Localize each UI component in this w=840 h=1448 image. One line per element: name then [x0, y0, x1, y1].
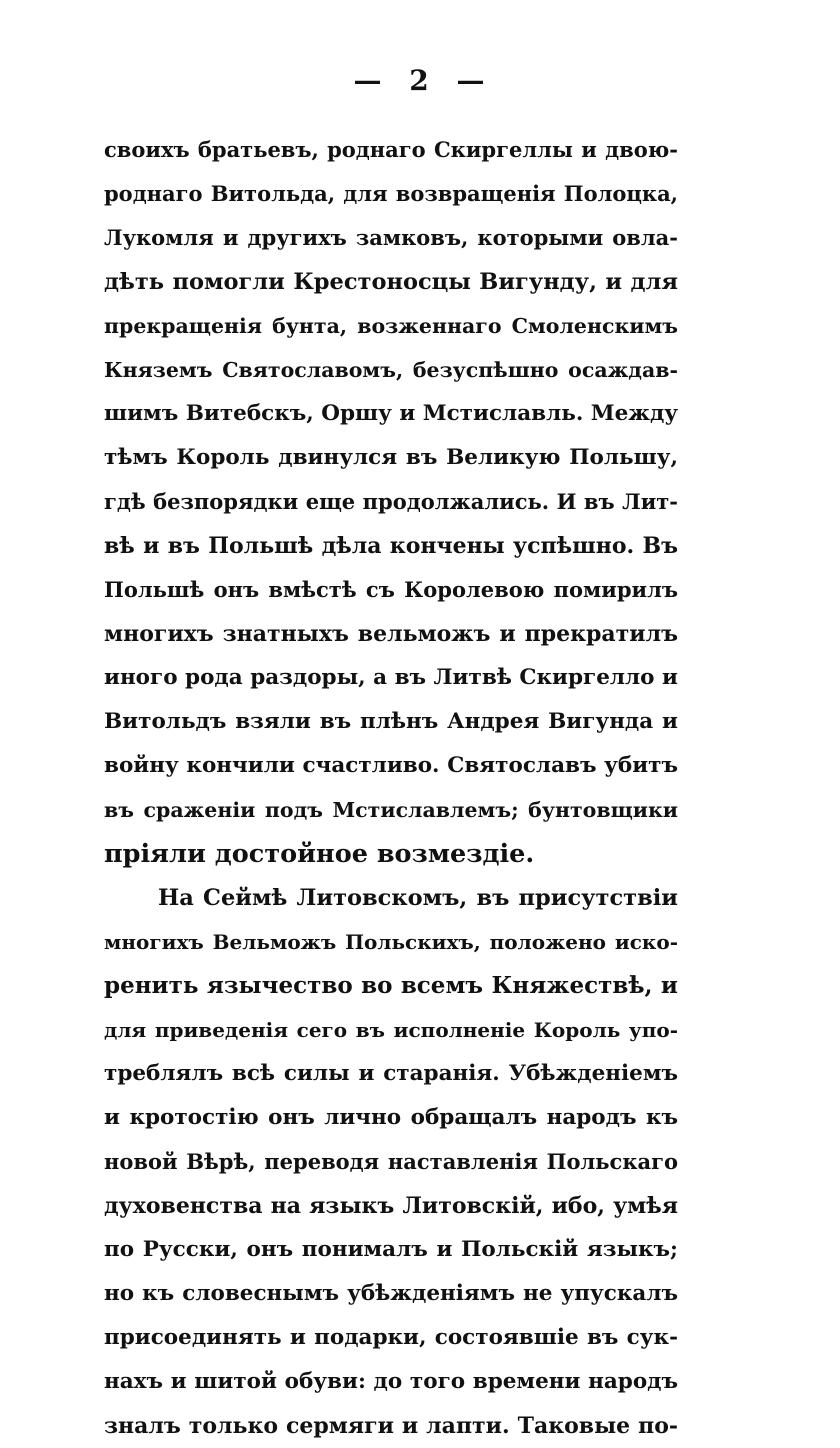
text-line: для приведенія сего въ исполненіе Король упо-: [104, 1018, 678, 1042]
paragraph-1: [104, 128, 678, 876]
paragraph-2: [104, 876, 678, 1448]
text-line: присоединять и подарки, состоявшіе въ сук-: [104, 1325, 678, 1350]
text-line: дѣть помогли Крестоносцы Вигунду, и для: [104, 269, 678, 295]
text-line: многихъ знатныхъ вельможъ и прекратилъ: [104, 621, 678, 647]
text-line: пріяли достойное возмездіе.: [104, 839, 535, 869]
text-line: шимъ Витебскъ, Оршу и Мстиславль. Между: [104, 401, 679, 426]
text-line: духовенства на языкъ Литовскій, ибо, умѣя: [104, 1193, 678, 1219]
text-line: и кротостію онъ лично обращалъ народъ къ: [104, 1105, 678, 1130]
text-line: прекращенія бунта, возженнаго Смоленскимъ: [104, 314, 678, 338]
text-line: тѣмъ Король двинулся въ Великую Польшу,: [104, 445, 678, 470]
text-line: Витольдъ взяли въ плѣнъ Андрея Вигунда и: [104, 709, 678, 734]
text-line: гдѣ безпорядки еще продолжались. И въ Лит-: [104, 489, 678, 514]
text-line: треблялъ всѣ силы и старанія. Убѣжденіемъ: [104, 1061, 678, 1086]
text-line: На Сеймѣ Литовскомъ, въ присутствіи: [158, 885, 678, 911]
text-line: вѣ и въ Польшѣ дѣла кончены успѣшно. Въ: [104, 533, 678, 559]
text-line: своихъ братьевъ, роднаго Скиргеллы и двою-: [104, 137, 678, 162]
text-line: многихъ Вельможъ Польскихъ, положено искo-: [104, 930, 678, 954]
body-text: [104, 128, 678, 1448]
text-line: Княземъ Святославомъ, безуспѣшно осаждав-: [104, 358, 678, 382]
header-right-dash: —: [456, 64, 487, 97]
text-line: иного рода раздоры, а въ Литвѣ Скиргелло и: [104, 665, 678, 690]
text-line: роднаго Витольда, для возвращенія Полоцка,: [104, 181, 678, 206]
text-line: по Русски, онъ понималъ и Польскій языкъ;: [104, 1237, 678, 1262]
text-line: войну кончили счастливо. Святославъ убитъ: [104, 753, 678, 778]
text-line: нахъ и шитой обуви: до того времени народъ: [104, 1369, 678, 1394]
text-line: въ сраженіи подъ Мстиславлемъ; бунтовщики: [104, 798, 678, 822]
page-header: [0, 64, 840, 97]
text-line: но къ словеснымъ убѣжденіямъ не упускалъ: [104, 1281, 678, 1306]
header-left-dash: —: [353, 64, 384, 97]
page-number: 2: [409, 64, 431, 97]
text-line: новой Вѣрѣ, переводя наставленія Польскаго: [104, 1149, 678, 1174]
text-line: ренить язычество во всемъ Княжествѣ, и: [104, 972, 678, 999]
text-line: Лукомля и другихъ замковъ, которыми овла-: [104, 225, 678, 250]
text-line: зналъ только сермяги и лапти. Таковые по-: [104, 1413, 678, 1439]
text-line: Польшѣ онъ вмѣстѣ съ Королевою помирилъ: [104, 577, 678, 602]
